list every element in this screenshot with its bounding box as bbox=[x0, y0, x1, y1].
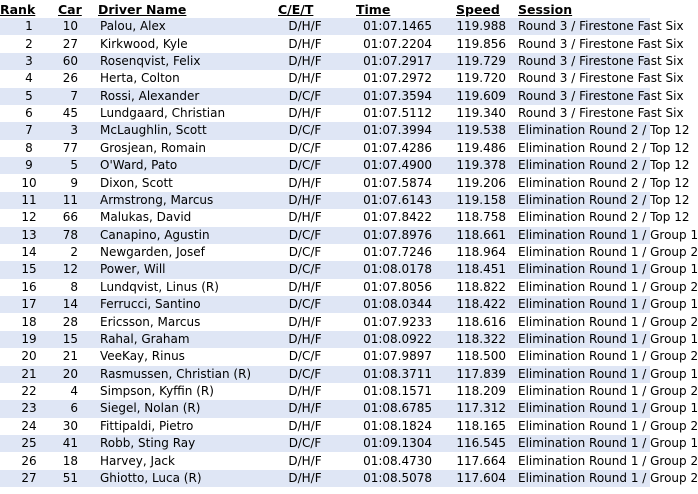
cell-driver: Ericsson, Marcus bbox=[86, 313, 270, 330]
cell-session: Elimination Round 2 / Top 12 bbox=[518, 209, 650, 226]
cell-cet: D/C/F bbox=[270, 435, 340, 452]
cell-time: 01:09.1304 bbox=[340, 435, 438, 452]
cell-driver: Harvey, Jack bbox=[86, 452, 270, 469]
cell-driver: Simpson, Kyffin (R) bbox=[86, 383, 270, 400]
cell-cet: D/H/F bbox=[270, 174, 340, 191]
cell-rank: 9 bbox=[0, 157, 58, 174]
cell-speed: 118.500 bbox=[438, 348, 518, 365]
cell-driver: Robb, Sting Ray bbox=[86, 435, 270, 452]
cell-rank: 26 bbox=[0, 452, 58, 469]
cell-car: 45 bbox=[58, 105, 86, 122]
cell-car: 66 bbox=[58, 209, 86, 226]
table-row[interactable] bbox=[0, 435, 650, 452]
cell-session: Round 3 / Firestone Fast Six bbox=[518, 18, 650, 35]
cell-cet: D/C/F bbox=[270, 261, 340, 278]
cell-speed: 117.604 bbox=[438, 470, 518, 487]
cell-rank: 21 bbox=[0, 366, 58, 383]
cell-time: 01:07.4286 bbox=[340, 140, 438, 157]
table-row[interactable] bbox=[0, 331, 650, 348]
cell-time: 01:07.5112 bbox=[340, 105, 438, 122]
cell-cet: D/C/F bbox=[270, 122, 340, 139]
cell-cet: D/H/F bbox=[270, 35, 340, 52]
cell-driver: Power, Will bbox=[86, 261, 270, 278]
cell-time: 01:08.6785 bbox=[340, 400, 438, 417]
cell-rank: 12 bbox=[0, 209, 58, 226]
table-row[interactable] bbox=[0, 35, 650, 52]
table-row[interactable] bbox=[0, 174, 650, 191]
cell-rank: 13 bbox=[0, 227, 58, 244]
table-row[interactable] bbox=[0, 366, 650, 383]
cell-speed: 119.856 bbox=[438, 35, 518, 52]
cell-car: 78 bbox=[58, 227, 86, 244]
cell-car: 60 bbox=[58, 53, 86, 70]
cell-time: 01:08.3711 bbox=[340, 366, 438, 383]
cell-session: Elimination Round 1 / Group 2 bbox=[518, 244, 650, 261]
table-row[interactable] bbox=[0, 105, 650, 122]
cell-speed: 118.209 bbox=[438, 383, 518, 400]
cell-session: Elimination Round 1 / Group 1 bbox=[518, 227, 650, 244]
table-row[interactable] bbox=[0, 122, 650, 139]
cell-driver: Siegel, Nolan (R) bbox=[86, 400, 270, 417]
cell-driver: Palou, Alex bbox=[86, 18, 270, 35]
cell-car: 3 bbox=[58, 122, 86, 139]
cell-cet: D/H/F bbox=[270, 470, 340, 487]
table-row[interactable] bbox=[0, 313, 650, 330]
table-row[interactable] bbox=[0, 209, 650, 226]
table-row[interactable] bbox=[0, 279, 650, 296]
cell-driver: Kirkwood, Kyle bbox=[86, 35, 270, 52]
cell-session: Elimination Round 1 / Group 2 bbox=[518, 470, 650, 487]
cell-speed: 118.616 bbox=[438, 313, 518, 330]
cell-rank: 5 bbox=[0, 88, 58, 105]
cell-car: 10 bbox=[58, 18, 86, 35]
table-row[interactable] bbox=[0, 70, 650, 87]
table-row[interactable] bbox=[0, 157, 650, 174]
table-row[interactable] bbox=[0, 383, 650, 400]
cell-speed: 119.538 bbox=[438, 122, 518, 139]
cell-cet: D/H/F bbox=[270, 279, 340, 296]
cell-speed: 119.158 bbox=[438, 192, 518, 209]
cell-time: 01:07.3994 bbox=[340, 122, 438, 139]
cell-time: 01:08.1824 bbox=[340, 418, 438, 435]
cell-car: 7 bbox=[58, 88, 86, 105]
header-car[interactable]: Car bbox=[58, 1, 82, 17]
cell-driver: Grosjean, Romain bbox=[86, 140, 270, 157]
cell-car: 8 bbox=[58, 279, 86, 296]
cell-car: 51 bbox=[58, 470, 86, 487]
cell-car: 2 bbox=[58, 244, 86, 261]
cell-speed: 116.545 bbox=[438, 435, 518, 452]
cell-session: Elimination Round 1 / Group 2 bbox=[518, 383, 650, 400]
cell-car: 12 bbox=[58, 261, 86, 278]
cell-rank: 20 bbox=[0, 348, 58, 365]
cell-time: 01:07.3594 bbox=[340, 88, 438, 105]
cell-time: 01:07.8422 bbox=[340, 209, 438, 226]
cell-rank: 19 bbox=[0, 331, 58, 348]
cell-driver: Rossi, Alexander bbox=[86, 88, 270, 105]
cell-session: Elimination Round 1 / Group 1 bbox=[518, 400, 650, 417]
cell-session: Round 3 / Firestone Fast Six bbox=[518, 53, 650, 70]
table-row[interactable] bbox=[0, 227, 650, 244]
cell-car: 18 bbox=[58, 452, 86, 469]
cell-driver: VeeKay, Rinus bbox=[86, 348, 270, 365]
cell-car: 6 bbox=[58, 400, 86, 417]
cell-time: 01:08.4730 bbox=[340, 452, 438, 469]
cell-cet: D/C/F bbox=[270, 157, 340, 174]
cell-driver: Lundgaard, Christian bbox=[86, 105, 270, 122]
cell-rank: 11 bbox=[0, 192, 58, 209]
cell-time: 01:08.1571 bbox=[340, 383, 438, 400]
cell-cet: D/H/F bbox=[270, 192, 340, 209]
cell-speed: 117.839 bbox=[438, 366, 518, 383]
cell-cet: D/H/F bbox=[270, 313, 340, 330]
cell-driver: Ghiotto, Luca (R) bbox=[86, 470, 270, 487]
cell-time: 01:07.2204 bbox=[340, 35, 438, 52]
cell-time: 01:08.0178 bbox=[340, 261, 438, 278]
cell-driver: McLaughlin, Scott bbox=[86, 122, 270, 139]
cell-session: Elimination Round 1 / Group 1 bbox=[518, 366, 650, 383]
table-row[interactable] bbox=[0, 452, 650, 469]
cell-speed: 119.729 bbox=[438, 53, 518, 70]
cell-car: 9 bbox=[58, 174, 86, 191]
cell-time: 01:07.6143 bbox=[340, 192, 438, 209]
cell-car: 27 bbox=[58, 35, 86, 52]
cell-cet: D/C/F bbox=[270, 366, 340, 383]
table-row[interactable] bbox=[0, 418, 650, 435]
cell-session: Round 3 / Firestone Fast Six bbox=[518, 88, 650, 105]
header-time[interactable]: Time bbox=[356, 1, 391, 17]
cell-rank: 4 bbox=[0, 70, 58, 87]
cell-session: Round 3 / Firestone Fast Six bbox=[518, 105, 650, 122]
cell-speed: 119.988 bbox=[438, 18, 518, 35]
cell-rank: 15 bbox=[0, 261, 58, 278]
cell-time: 01:07.9233 bbox=[340, 313, 438, 330]
cell-rank: 14 bbox=[0, 244, 58, 261]
cell-cet: D/C/F bbox=[270, 140, 340, 157]
cell-driver: Rasmussen, Christian (R) bbox=[86, 366, 270, 383]
cell-session: Elimination Round 1 / Group 2 bbox=[518, 348, 650, 365]
cell-cet: D/C/F bbox=[270, 227, 340, 244]
cell-driver: Armstrong, Marcus bbox=[86, 192, 270, 209]
cell-speed: 118.822 bbox=[438, 279, 518, 296]
table-row[interactable] bbox=[0, 192, 650, 209]
cell-speed: 118.322 bbox=[438, 331, 518, 348]
cell-cet: D/C/F bbox=[270, 88, 340, 105]
cell-car: 28 bbox=[58, 313, 86, 330]
cell-time: 01:07.1465 bbox=[340, 18, 438, 35]
cell-car: 14 bbox=[58, 296, 86, 313]
table-row[interactable] bbox=[0, 261, 650, 278]
cell-rank: 10 bbox=[0, 174, 58, 191]
cell-cet: D/H/F bbox=[270, 209, 340, 226]
header-cet[interactable]: C/E/T bbox=[278, 1, 314, 17]
cell-speed: 118.964 bbox=[438, 244, 518, 261]
cell-time: 01:07.7246 bbox=[340, 244, 438, 261]
cell-time: 01:07.8056 bbox=[340, 279, 438, 296]
table-row[interactable] bbox=[0, 296, 650, 313]
cell-time: 01:07.2972 bbox=[340, 70, 438, 87]
cell-speed: 118.165 bbox=[438, 418, 518, 435]
cell-rank: 2 bbox=[0, 35, 58, 52]
cell-driver: Herta, Colton bbox=[86, 70, 270, 87]
table-row[interactable] bbox=[0, 18, 650, 35]
cell-driver: Malukas, David bbox=[86, 209, 270, 226]
table-row[interactable] bbox=[0, 88, 650, 105]
cell-speed: 118.661 bbox=[438, 227, 518, 244]
cell-speed: 118.451 bbox=[438, 261, 518, 278]
cell-car: 5 bbox=[58, 157, 86, 174]
cell-driver: Rahal, Graham bbox=[86, 331, 270, 348]
table-row[interactable] bbox=[0, 244, 650, 261]
cell-session: Round 3 / Firestone Fast Six bbox=[518, 35, 650, 52]
cell-rank: 1 bbox=[0, 18, 58, 35]
cell-driver: O'Ward, Pato bbox=[86, 157, 270, 174]
cell-driver: Ferrucci, Santino bbox=[86, 296, 270, 313]
table-row[interactable] bbox=[0, 400, 650, 417]
cell-session: Elimination Round 1 / Group 2 bbox=[518, 452, 650, 469]
cell-driver: Lundqvist, Linus (R) bbox=[86, 279, 270, 296]
cell-rank: 22 bbox=[0, 383, 58, 400]
cell-cet: D/C/F bbox=[270, 348, 340, 365]
cell-session: Round 3 / Firestone Fast Six bbox=[518, 70, 650, 87]
cell-rank: 16 bbox=[0, 279, 58, 296]
cell-cet: D/H/F bbox=[270, 400, 340, 417]
cell-session: Elimination Round 1 / Group 1 bbox=[518, 435, 650, 452]
cell-speed: 119.609 bbox=[438, 88, 518, 105]
cell-speed: 117.312 bbox=[438, 400, 518, 417]
cell-session: Elimination Round 2 / Top 12 bbox=[518, 192, 650, 209]
cell-session: Elimination Round 2 / Top 12 bbox=[518, 140, 650, 157]
cell-cet: D/C/F bbox=[270, 244, 340, 261]
table-row[interactable] bbox=[0, 140, 650, 157]
cell-session: Elimination Round 1 / Group 2 bbox=[518, 313, 650, 330]
cell-rank: 6 bbox=[0, 105, 58, 122]
table-body bbox=[0, 18, 698, 487]
cell-car: 41 bbox=[58, 435, 86, 452]
cell-session: Elimination Round 2 / Top 12 bbox=[518, 122, 650, 139]
cell-cet: D/H/F bbox=[270, 331, 340, 348]
cell-time: 01:08.0344 bbox=[340, 296, 438, 313]
cell-cet: D/H/F bbox=[270, 18, 340, 35]
cell-speed: 118.758 bbox=[438, 209, 518, 226]
cell-car: 26 bbox=[58, 70, 86, 87]
cell-session: Elimination Round 1 / Group 1 bbox=[518, 296, 650, 313]
cell-time: 01:08.0922 bbox=[340, 331, 438, 348]
cell-speed: 119.378 bbox=[438, 157, 518, 174]
table-row[interactable] bbox=[0, 470, 650, 487]
cell-car: 30 bbox=[58, 418, 86, 435]
cell-cet: D/H/F bbox=[270, 105, 340, 122]
cell-speed: 119.486 bbox=[438, 140, 518, 157]
cell-time: 01:08.5078 bbox=[340, 470, 438, 487]
cell-rank: 23 bbox=[0, 400, 58, 417]
cell-cet: D/H/F bbox=[270, 452, 340, 469]
cell-cet: D/H/F bbox=[270, 53, 340, 70]
cell-rank: 24 bbox=[0, 418, 58, 435]
header-row bbox=[0, 0, 650, 18]
cell-driver: Newgarden, Josef bbox=[86, 244, 270, 261]
cell-time: 01:07.4900 bbox=[340, 157, 438, 174]
cell-time: 01:07.8976 bbox=[340, 227, 438, 244]
cell-rank: 27 bbox=[0, 470, 58, 487]
header-speed[interactable]: Speed bbox=[456, 1, 500, 17]
cell-time: 01:07.2917 bbox=[340, 53, 438, 70]
cell-car: 4 bbox=[58, 383, 86, 400]
cell-car: 15 bbox=[58, 331, 86, 348]
cell-driver: Rosenqvist, Felix bbox=[86, 53, 270, 70]
header-rank[interactable]: Rank bbox=[0, 1, 36, 17]
cell-car: 21 bbox=[58, 348, 86, 365]
cell-cet: D/H/F bbox=[270, 418, 340, 435]
cell-time: 01:07.5874 bbox=[340, 174, 438, 191]
cell-car: 77 bbox=[58, 140, 86, 157]
header-session[interactable]: Session bbox=[518, 1, 573, 17]
cell-rank: 7 bbox=[0, 122, 58, 139]
cell-time: 01:07.9897 bbox=[340, 348, 438, 365]
cell-speed: 117.664 bbox=[438, 452, 518, 469]
cell-speed: 118.422 bbox=[438, 296, 518, 313]
cell-rank: 8 bbox=[0, 140, 58, 157]
cell-rank: 17 bbox=[0, 296, 58, 313]
cell-car: 11 bbox=[58, 192, 86, 209]
cell-speed: 119.206 bbox=[438, 174, 518, 191]
cell-speed: 119.720 bbox=[438, 70, 518, 87]
cell-driver: Dixon, Scott bbox=[86, 174, 270, 191]
cell-session: Elimination Round 1 / Group 2 bbox=[518, 279, 650, 296]
cell-session: Elimination Round 2 / Top 12 bbox=[518, 157, 650, 174]
cell-session: Elimination Round 2 / Top 12 bbox=[518, 174, 650, 191]
header-driver[interactable]: Driver Name bbox=[98, 1, 187, 17]
cell-speed: 119.340 bbox=[438, 105, 518, 122]
cell-driver: Canapino, Agustin bbox=[86, 227, 270, 244]
cell-cet: D/H/F bbox=[270, 70, 340, 87]
cell-rank: 18 bbox=[0, 313, 58, 330]
cell-session: Elimination Round 1 / Group 1 bbox=[518, 331, 650, 348]
cell-session: Elimination Round 1 / Group 1 bbox=[518, 261, 650, 278]
table-row[interactable] bbox=[0, 53, 650, 70]
cell-rank: 3 bbox=[0, 53, 58, 70]
table-row[interactable] bbox=[0, 348, 650, 365]
cell-car: 20 bbox=[58, 366, 86, 383]
cell-driver: Fittipaldi, Pietro bbox=[86, 418, 270, 435]
cell-session: Elimination Round 1 / Group 2 bbox=[518, 418, 650, 435]
cell-cet: D/H/F bbox=[270, 383, 340, 400]
cell-rank: 25 bbox=[0, 435, 58, 452]
cell-cet: D/C/F bbox=[270, 296, 340, 313]
